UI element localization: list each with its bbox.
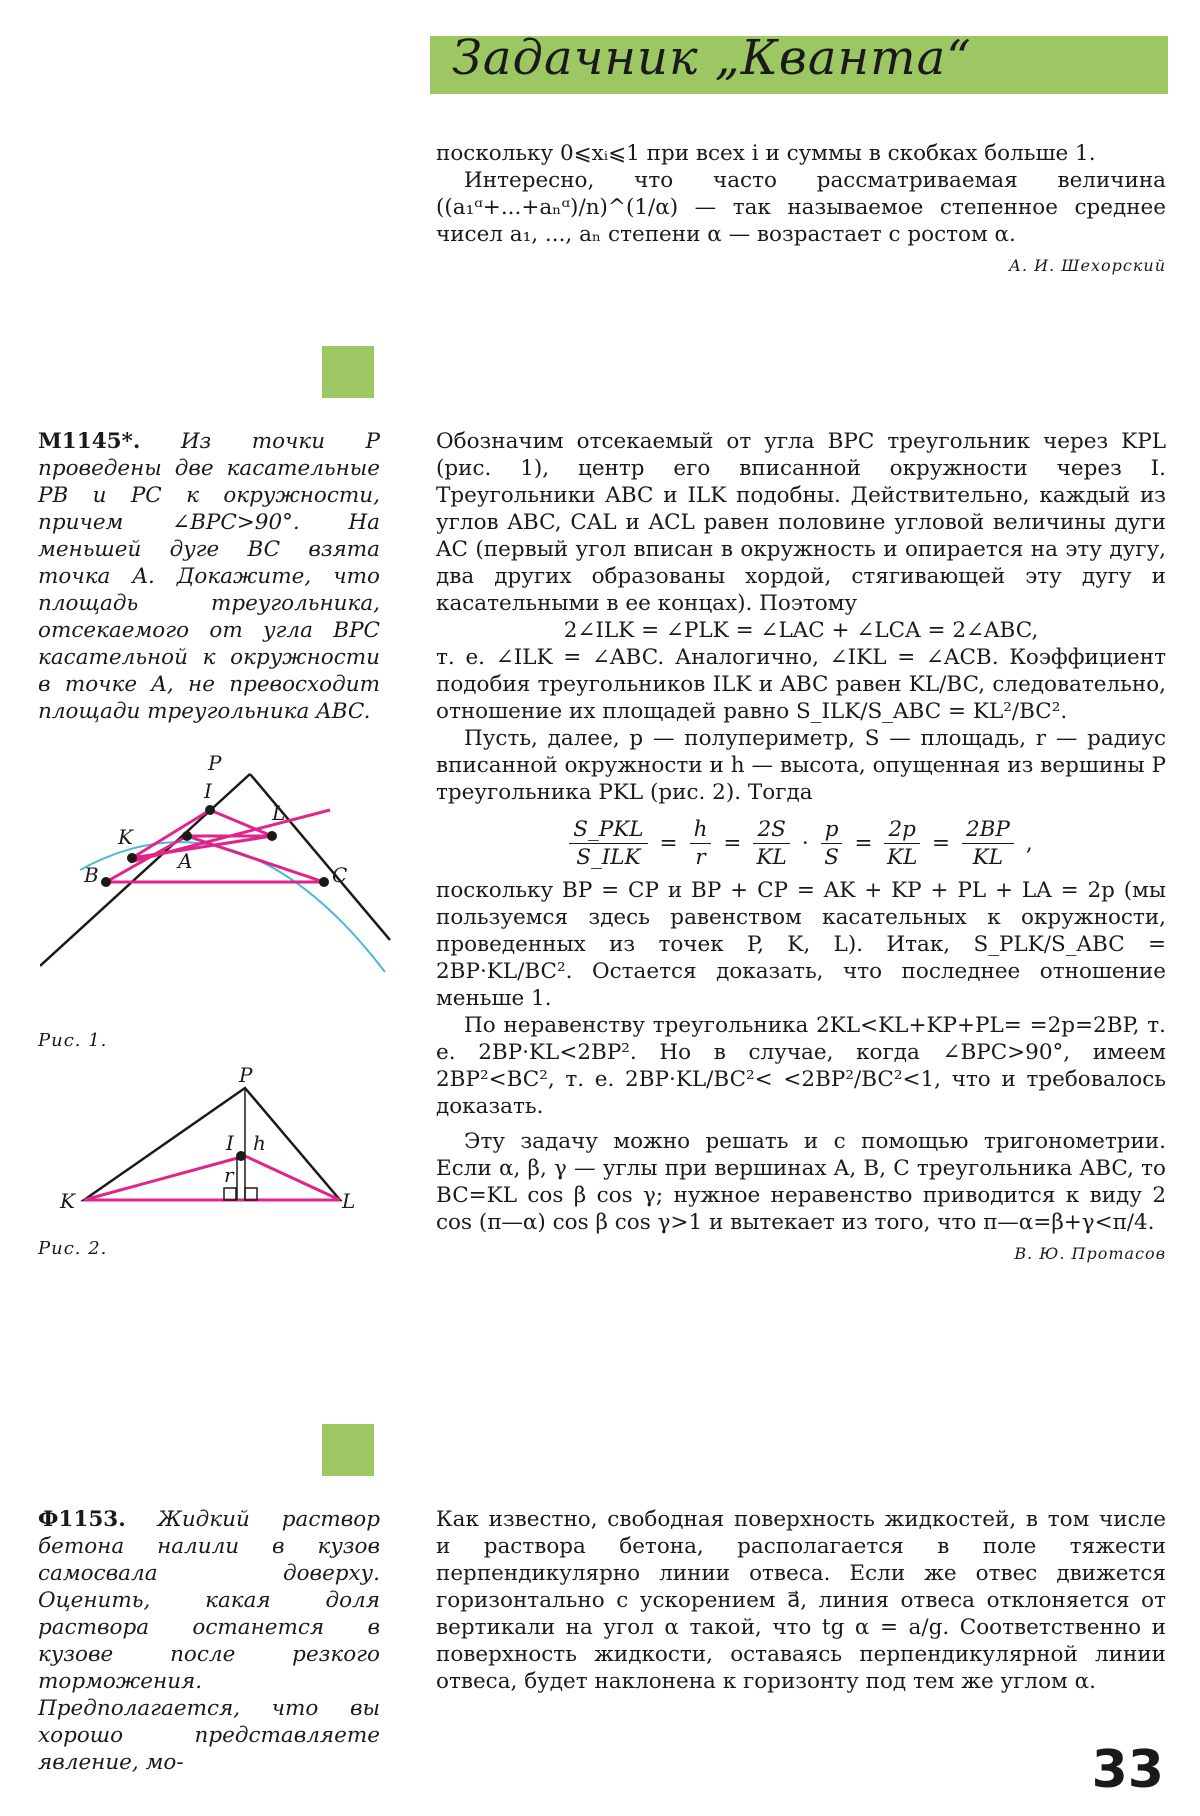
- solution-paragraph: Эту задачу можно решать и с помощью тригонометрии. Если α, β, γ — углы при вершинах A, B, C треугольника ABC, то BC=KL cos β cos γ; нужное неравенство приводится к виду 2 cos (π—α) cos β cos γ>1 и вытекает из того, что π—α=β+γ<π/4.: [436, 1129, 1166, 1235]
- problem-text: Жидкий раствор бетона налили в кузов самосвала доверху. Оценить, какая доля раствора останется в кузове после резкого торможения. Предполагается, что вы хорошо представляете явление, мо-: [38, 1507, 380, 1775]
- fraction-numerator: h: [690, 816, 712, 844]
- section-marker: [322, 346, 374, 398]
- fraction-denominator: KL: [887, 845, 918, 870]
- problem-f1153: [38, 1506, 380, 1776]
- formula-operator: =: [723, 831, 742, 856]
- fraction-numerator: 2BP: [962, 816, 1014, 844]
- formula-operator: =: [931, 831, 950, 856]
- figure-1-caption: Рис. 1.: [38, 1030, 108, 1051]
- solution-paragraph: Обозначим отсекаемый от угла BPC треугольник через KPL (рис. 1), центр его вписанной окружности через I. Треугольники ABC и ILK подобны. Действительно, каждый из углов ABC, CAL и ACL равен половине угловой величины дуги AC (первый угол вписан в окружность и опирается на эту дугу, два других образованы хордой, стягивающей эту дугу и касательными в ее концах). Поэтому: [436, 429, 1166, 616]
- problem-m1145: [38, 428, 380, 725]
- problem-text: Из точки P проведены две касательные PB и PC к окружности, причем ∠BPC>90°. На меньшей дуге BC взята точка A. Докажите, что площадь треугольника, отсекаемого от угла BPC касательной к окружности в точке A, не превосходит площади треугольника ABC.: [38, 429, 380, 724]
- figure-2-caption: Рис. 2.: [38, 1238, 108, 1259]
- formula-fraction: [690, 816, 712, 871]
- fraction-denominator: r: [695, 845, 706, 870]
- formula-angles: 2∠ILK = ∠PLK = ∠LAC + ∠LCA = 2∠ABC,: [563, 618, 1039, 643]
- solution-paragraph: По неравенству треугольника 2KL<KL+KP+PL= =2p=2BP, т. е. 2BP·KL<2BP². Но в случае, когда ∠BPC>90°, имеем 2BP²<BC², т. е. 2BP·KL/BC²< <2BP²/BC²<1, что и требовалось доказать.: [436, 1013, 1166, 1119]
- point-b: [101, 877, 111, 887]
- continuation-block: [436, 140, 1166, 279]
- label-l: L: [342, 1189, 356, 1213]
- tangent-line-pb: [40, 774, 250, 966]
- section-marker: [322, 1424, 374, 1476]
- label-c: C: [332, 863, 348, 887]
- label-k: K: [60, 1189, 75, 1213]
- fraction-numerator: p: [821, 816, 843, 844]
- point-a: [182, 831, 192, 841]
- segment-ik: [84, 1156, 245, 1200]
- formula-operator: ,: [1025, 831, 1033, 856]
- right-angle-mark: [245, 1188, 257, 1200]
- label-l: L: [272, 801, 286, 825]
- label-h: h: [253, 1131, 266, 1155]
- figure-2: [40, 1058, 400, 1228]
- fraction-denominator: KL: [972, 845, 1004, 870]
- point-i: [205, 805, 215, 815]
- problem-code: Ф1153.: [38, 1507, 126, 1532]
- solution-paragraph: т. е. ∠ILK = ∠ABC. Аналогично, ∠IKL = ∠ACB. Коэффициент подобия треугольников ILK и ABC равен KL/BC, следовательно, отношение их площадей равно S_ILK/S_ABC = KL²/BC².: [436, 645, 1166, 724]
- continuation-paragraph-2: Интересно, что часто рассматриваемая величина ((a₁ᵅ+...+aₙᵅ)/n)^(1/α) — так называемое степенное среднее чисел a₁, ..., aₙ степени α — возрастает с ростом α.: [436, 168, 1166, 247]
- formula-fraction: [821, 816, 843, 871]
- label-b: B: [84, 863, 99, 887]
- point-k: [127, 853, 137, 863]
- fraction-denominator: KL: [756, 845, 787, 870]
- formula-operator: ·: [801, 831, 809, 856]
- solution-paragraph: поскольку BP = CP и BP + CP = AK + KP + PL + LA = 2p (мы пользуемся здесь равенством касательных к окружности, проведенных из точек P, K, L). Итак, S_PLK/S_ABC = 2BP·KL/BC². Остается доказать, что последнее отношение меньше 1.: [436, 878, 1166, 1011]
- fraction-numerator: S_PKL: [569, 816, 647, 844]
- circle-arc: [80, 842, 385, 972]
- tangent-line-pc: [250, 774, 390, 940]
- solution-f1153: [436, 1506, 1166, 1695]
- formula-fraction: [569, 816, 647, 871]
- label-r: r: [224, 1163, 234, 1187]
- right-angle-mark: [224, 1188, 236, 1200]
- label-p: P: [208, 752, 222, 775]
- formula-fraction-chain: [436, 816, 1166, 871]
- label-i: I: [204, 779, 212, 803]
- continuation-paragraph-1: поскольку 0⩽xᵢ⩽1 при всех i и суммы в скобках больше 1.: [436, 141, 1096, 166]
- label-p: P: [239, 1063, 253, 1087]
- label-a: A: [178, 849, 193, 873]
- fraction-numerator: 2S: [753, 816, 789, 844]
- solution-paragraph: Как известно, свободная поверхность жидкостей, в том числе и раствора бетона, располагается в поле тяжести перпендикулярно линии отвеса. Если же отвес движется горизонтально с ускорением a⃗, линия отвеса отклоняется от вертикали на угол α такой, что tg α = a/g. Соответственно и поверхность жидкости, оставаясь перпендикулярной линии отвеса, будет наклонена к горизонту под тем же углом α.: [436, 1507, 1166, 1694]
- figure-1: [40, 752, 400, 1012]
- formula-fraction: [962, 816, 1014, 871]
- solution-paragraph: Пусть, далее, p — полупериметр, S — площадь, r — радиус вписанной окружности и h — высота, опущенная из вершины P треугольника PKL (рис. 2). Тогда: [436, 726, 1166, 805]
- point-l: [267, 831, 277, 841]
- fraction-denominator: S_ILK: [576, 845, 641, 870]
- label-k: K: [118, 825, 133, 849]
- formula-fraction: [884, 816, 919, 871]
- section-title: Задачник „Кванта“: [452, 30, 972, 86]
- solution-m1145: [436, 428, 1166, 1267]
- signature-protasov: В. Ю. Протасов: [1014, 1244, 1166, 1263]
- problem-code: M1145*.: [38, 429, 141, 454]
- formula-operator: =: [659, 831, 678, 856]
- segment-il: [245, 1156, 340, 1200]
- page-number: 33: [1091, 1740, 1164, 1800]
- fraction-numerator: 2p: [884, 816, 919, 844]
- formula-operator: =: [854, 831, 873, 856]
- fraction-denominator: S: [824, 845, 839, 870]
- formula-fraction: [753, 816, 789, 871]
- label-i: I: [226, 1131, 234, 1155]
- point-c: [319, 877, 329, 887]
- signature-shekhorsky: А. И. Шехорский: [1008, 256, 1166, 275]
- point-i: [236, 1151, 246, 1161]
